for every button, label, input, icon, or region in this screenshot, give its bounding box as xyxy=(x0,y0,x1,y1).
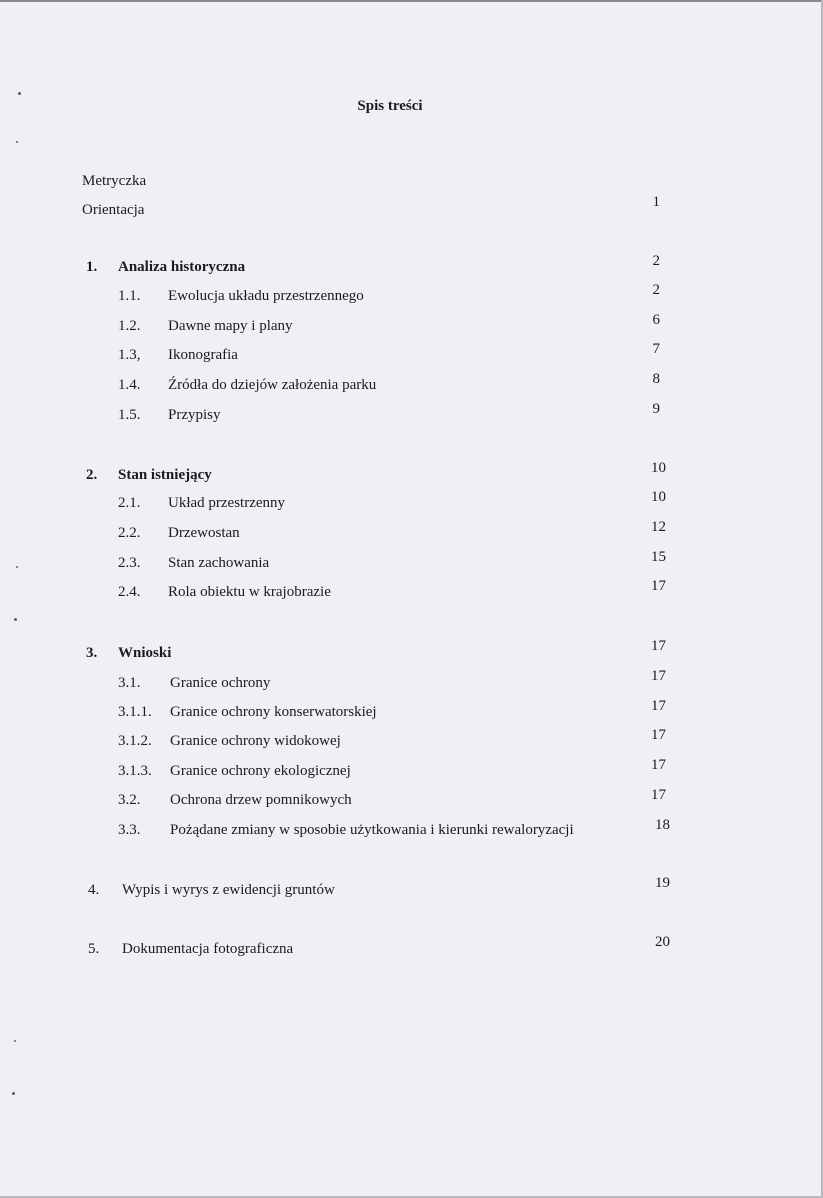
toc-entry-number: 2.4. xyxy=(118,584,141,600)
toc-section-number: 5. xyxy=(88,941,100,957)
toc-entry-label: Granice ochrony xyxy=(170,675,271,691)
toc-page-number: 19 xyxy=(655,875,670,891)
toc-page-number: 17 xyxy=(651,638,666,654)
toc-entry-label: Ewolucja układu przestrzennego xyxy=(168,288,364,304)
toc-entry-label: Drzewostan xyxy=(168,525,240,541)
toc-page-number: 17 xyxy=(651,578,666,594)
toc-page-number: 17 xyxy=(651,668,666,684)
toc-entry-number: 2.1. xyxy=(118,495,141,511)
scan-speck xyxy=(14,1040,16,1042)
toc-entry-label: Granice ochrony ekologicznej xyxy=(170,763,351,779)
toc-section-label: Wypis i wyrys z ewidencji gruntów xyxy=(122,882,335,898)
toc-page-number: 10 xyxy=(651,489,666,505)
toc-section-label: Analiza historyczna xyxy=(118,259,246,275)
toc-entry-label: Stan zachowania xyxy=(168,555,270,571)
toc-section-number: 3. xyxy=(86,645,98,661)
toc-page-number: 20 xyxy=(655,934,670,950)
toc-page-number: 2 xyxy=(652,253,660,269)
toc-page-number: 9 xyxy=(652,401,660,417)
toc-section-number: 1. xyxy=(86,259,98,275)
toc-entry-number: 1.3, xyxy=(118,347,141,363)
toc-entry-label: Źródła do dziejów założenia parku xyxy=(168,377,377,393)
toc-entry-number: 3.1.2. xyxy=(118,733,152,749)
toc-entry-label: Granice ochrony widokowej xyxy=(170,733,341,749)
scan-speck xyxy=(16,566,18,568)
toc-entry-number: 1.4. xyxy=(118,377,141,393)
toc-entry-number: 2.2. xyxy=(118,525,141,541)
scan-speck xyxy=(14,618,17,621)
toc-entry-label: Dawne mapy i plany xyxy=(168,318,293,334)
toc-entry-number: 1.2. xyxy=(118,318,141,334)
toc-entry-number: 3.3. xyxy=(118,822,141,838)
toc-section-label: Stan istniejący xyxy=(118,467,212,483)
scan-speck xyxy=(16,141,18,143)
toc-page-number: 17 xyxy=(651,698,666,714)
toc-page-number: 8 xyxy=(652,371,660,387)
toc-page-number: 12 xyxy=(651,519,666,535)
page-title: Spis treści xyxy=(357,98,423,114)
toc-page-number: 17 xyxy=(651,787,666,803)
toc-entry-label: Metryczka xyxy=(82,173,147,189)
toc-page-number: 17 xyxy=(651,757,666,773)
scan-speck xyxy=(18,92,21,95)
toc-entry-number: 3.1. xyxy=(118,675,141,691)
toc-entry-label: Ochrona drzew pomnikowych xyxy=(170,792,352,808)
toc-section-number: 4. xyxy=(88,882,100,898)
toc-entry-label: Rola obiektu w krajobrazie xyxy=(168,584,331,600)
toc-page-number: 1 xyxy=(652,194,660,210)
toc-entry-number: 1.1. xyxy=(118,288,141,304)
toc-entry-label: Granice ochrony konserwatorskiej xyxy=(170,704,377,720)
toc-section-label: Wnioski xyxy=(118,645,172,661)
toc-section-label: Dokumentacja fotograficzna xyxy=(122,941,294,957)
toc-entry-label: Pożądane zmiany w sposobie użytkowania i kierunki rewaloryzacji xyxy=(170,822,574,838)
toc-entry-number: 3.2. xyxy=(118,792,141,808)
toc-entry-number: 3.1.3. xyxy=(118,763,152,779)
toc-page-number: 2 xyxy=(652,282,660,298)
toc-section-number: 2. xyxy=(86,467,98,483)
toc-page-number: 18 xyxy=(655,817,670,833)
toc-page-number: 17 xyxy=(651,727,666,743)
toc-page-number: 10 xyxy=(651,460,666,476)
page-top-edge xyxy=(0,0,823,2)
toc-entry-number: 2.3. xyxy=(118,555,141,571)
toc-page-number: 6 xyxy=(652,312,660,328)
toc-entry-number: 3.1.1. xyxy=(118,704,152,720)
toc-page-number: 15 xyxy=(651,549,666,565)
toc-page-number: 7 xyxy=(652,341,660,357)
toc-entry-number: 1.5. xyxy=(118,407,141,423)
scan-speck xyxy=(12,1092,15,1095)
toc-entry-label: Orientacja xyxy=(82,202,145,218)
toc-entry-label: Ikonografia xyxy=(168,347,238,363)
toc-entry-label: Układ przestrzenny xyxy=(168,495,286,511)
toc-entry-label: Przypisy xyxy=(168,407,221,423)
